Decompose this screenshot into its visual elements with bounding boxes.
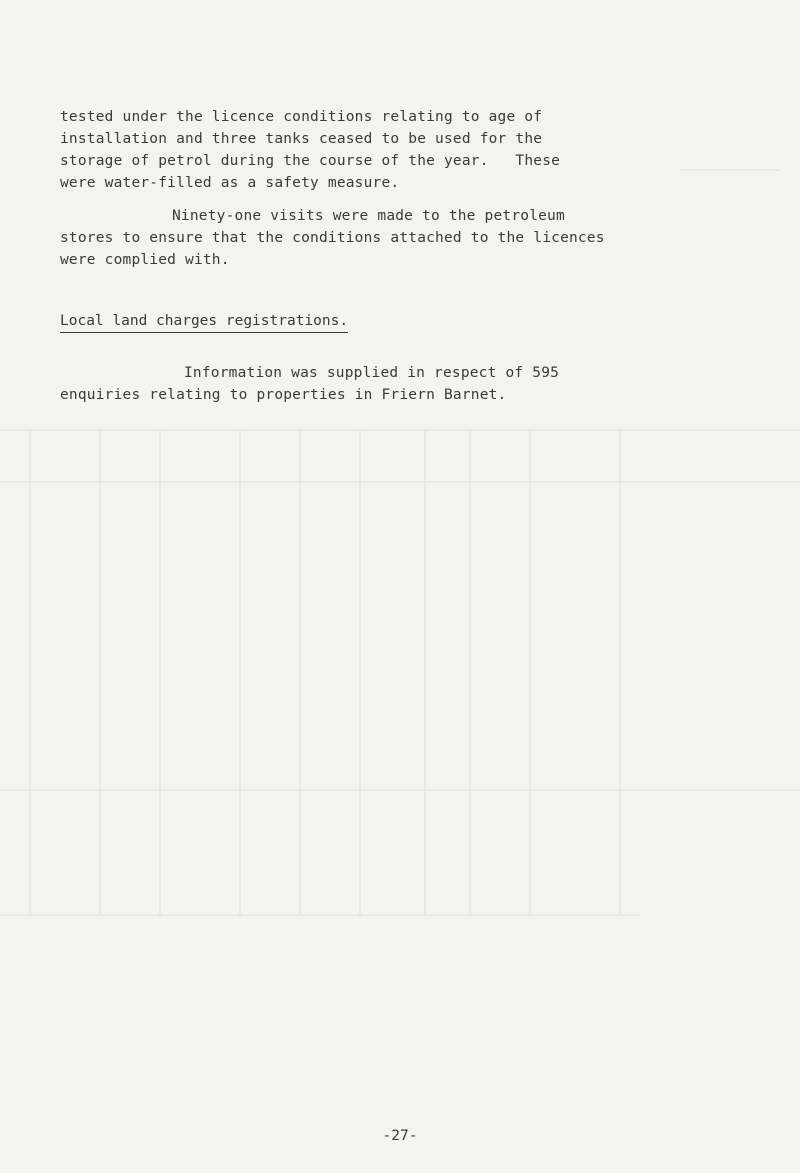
paragraph-land-charges xyxy=(60,362,700,406)
text-line: installation and three tanks ceased to be used for the xyxy=(60,131,543,147)
text-line: storage of petrol during the course of the year. These xyxy=(60,153,561,169)
page-number: -27- xyxy=(382,1128,418,1144)
text-line: tested under the licence conditions relating to age of xyxy=(60,109,543,125)
section-heading: Local land charges registrations. xyxy=(60,310,348,333)
text-line: were complied with. xyxy=(60,252,230,268)
text-line: Ninety-one visits were made to the petroleum xyxy=(172,208,565,224)
text-line: stores to ensure that the conditions attached to the licences xyxy=(60,230,605,246)
text-line: were water-filled as a safety measure. xyxy=(60,175,400,191)
paragraph-petroleum-visits xyxy=(60,205,700,271)
paragraph-petroleum-tanks xyxy=(60,106,700,194)
text-line: enquiries relating to properties in Friern Barnet. xyxy=(60,387,507,403)
text-line: Information was supplied in respect of 595 xyxy=(184,365,560,381)
